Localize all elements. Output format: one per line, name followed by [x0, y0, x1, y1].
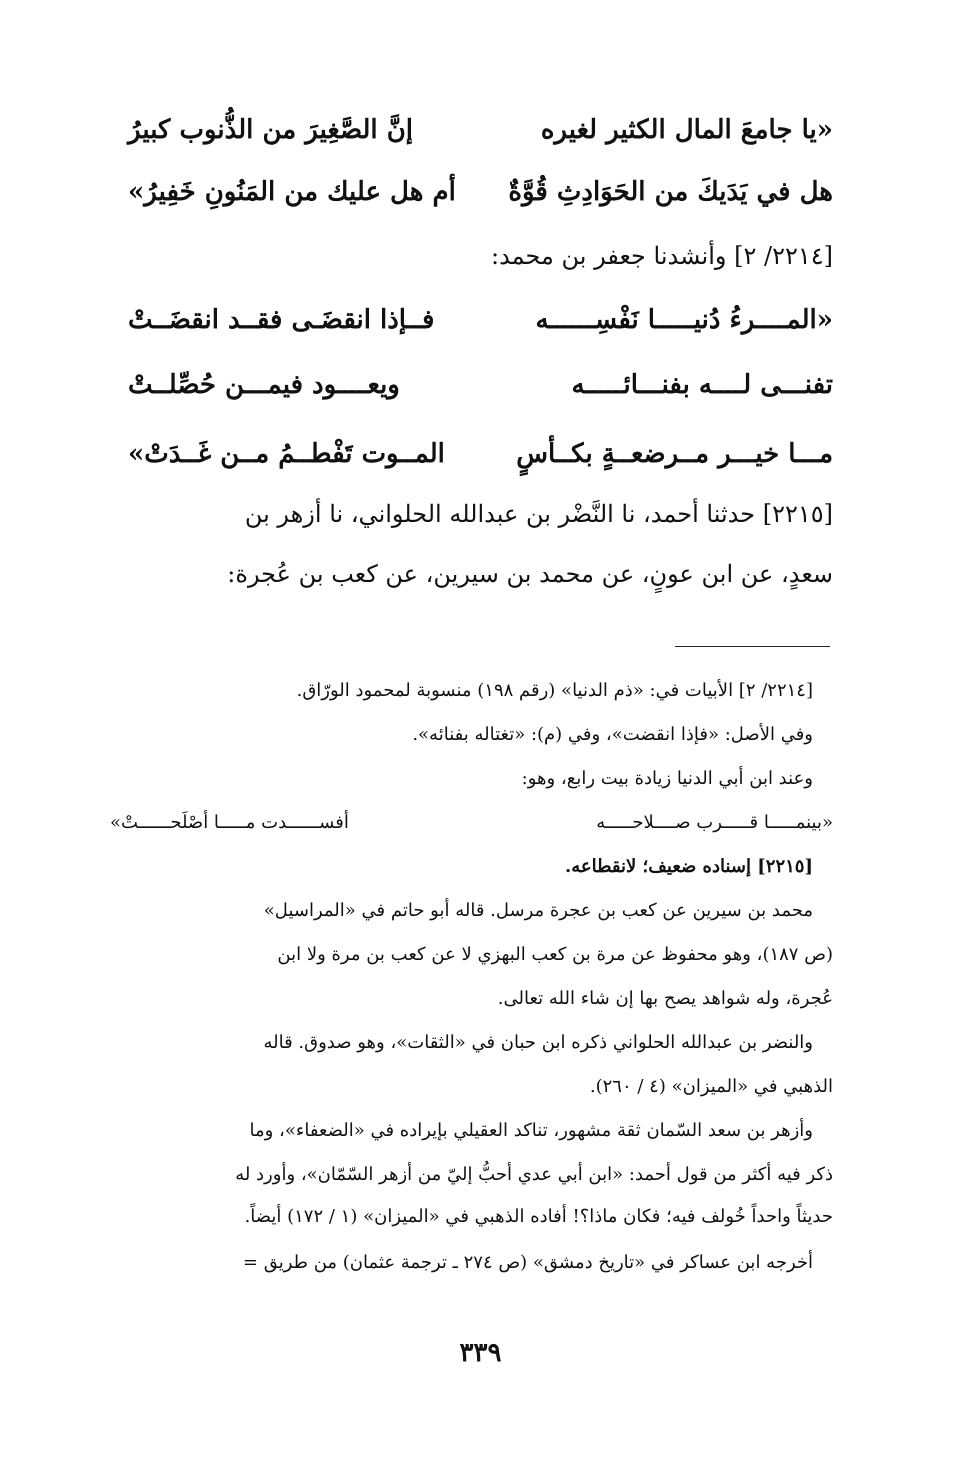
footnote-line: حديثاً واحداً خُولف فيه؛ فكان ماذا؟! أفاده الذهبي في «الميزان» (١ / ١٧٢) أيضاً.	[244, 1206, 833, 1227]
hadith-text-line: [٢٢١٥] حدثنا أحمد، نا النَّضْر بن عبدالله الحلواني، نا أزهر بن	[244, 500, 833, 528]
footnote-separator	[675, 646, 830, 647]
poem-verse	[128, 162, 833, 222]
poem-verse	[128, 290, 833, 350]
footnote-line: والنضر بن عبدالله الحلواني ذكره ابن حبان في «الثقات»، وهو صدوق. قاله	[263, 1032, 813, 1053]
footnote-line: محمد بن سيرين عن كعب بن عجرة مرسل. قاله أبو حاتم في «المراسيل»	[263, 900, 813, 921]
poem-verse	[128, 100, 833, 160]
footnote-line: الذهبي في «الميزان» (٤ / ٢٦٠).	[589, 1076, 833, 1097]
footnote-line: أخرجه ابن عساكر في «تاريخ دمشق» (ص ٢٧٤ ـ ترجمة عثمان) من طريق =	[242, 1252, 813, 1273]
footnote-line: ذكر فيه أكثر من قول أحمد: «ابن أبي عدي أحبُّ إليّ من أزهر السّمّان»، وأورد له	[235, 1164, 833, 1185]
footnote-line: وأزهر بن سعد السّمان ثقة مشهور، تناكد العقيلي بإيراده في «الضعفاء»، وما	[249, 1120, 813, 1141]
footnote-verse	[110, 812, 833, 842]
poem-verse	[128, 355, 833, 415]
hadith-text-line: سعدٍ، عن ابن عونٍ، عن محمد بن سيرين، عن كعب بن عُجرة:	[227, 560, 833, 588]
footnote-heading: [٢٢١٥] إسناده ضعيف؛ لانقطاعه.	[564, 856, 813, 877]
verse-first-hemistich: «المــــرءُ دُنيـــــا نَفْسِــــــه	[535, 305, 833, 335]
footnote-line: (ص ١٨٧)، وهو محفوظ عن مرة بن كعب البهزي لا عن كعب بن مرة ولا ابن	[277, 944, 833, 965]
footnote-line: عُجرة، وله شواهد يصح بها إن شاء الله تعالى.	[497, 988, 833, 1009]
verse-first-hemistich: «يا جامعَ المال الكثير لغيره	[540, 115, 833, 145]
poem-verse	[128, 424, 833, 484]
verse-second-hemistich: فــإذا انقضَـى فقــد انقضَــتْ	[128, 305, 435, 335]
verse-second-hemistich: إنَّ الصَّغِيرَ من الذُّنوب كبيرُ	[128, 115, 414, 145]
narration-intro: [٢٢١٤/ ٢] وأنشدنا جعفر بن محمد:	[490, 242, 833, 270]
page-number: ٣٣٩	[459, 1338, 502, 1368]
footnote-verse-second: أفســــــدت مـــــا أصْلَحــــــتْ»	[110, 812, 349, 833]
footnote-line: وفي الأصل: «فإذا انقضت»، وفي (م): «تغتاله بفنائه».	[412, 724, 813, 745]
footnote-line: وعند ابن أبي الدنيا زيادة بيت رابع، وهو:	[521, 768, 813, 789]
verse-second-hemistich: ويعــــود فيمـــن حُصِّلــتْ	[128, 370, 400, 400]
verse-second-hemistich: أم هل عليك من المَنُونِ خَفِيرُ»	[128, 177, 456, 207]
verse-first-hemistich: مـــا خيـــر مــرضعــةٍ بكــأسٍ	[516, 439, 833, 469]
footnote-verse-first: «بينمـــــا قـــــرب صــــلاحـــــه	[596, 812, 833, 833]
footnote-line: [٢٢١٤/ ٢] الأبيات في: «ذم الدنيا» (رقم ١٩٨) منسوبة لمحمود الورّاق.	[296, 680, 813, 701]
verse-second-hemistich: المــوت تَفْطــمُ مــن غَــدَتْ»	[128, 439, 445, 469]
verse-first-hemistich: تفنـــى لــــه بفنـــائـــــه	[571, 370, 833, 400]
verse-first-hemistich: هل في يَدَيكَ من الحَوَادِثِ قُوَّةٌ	[508, 177, 833, 207]
